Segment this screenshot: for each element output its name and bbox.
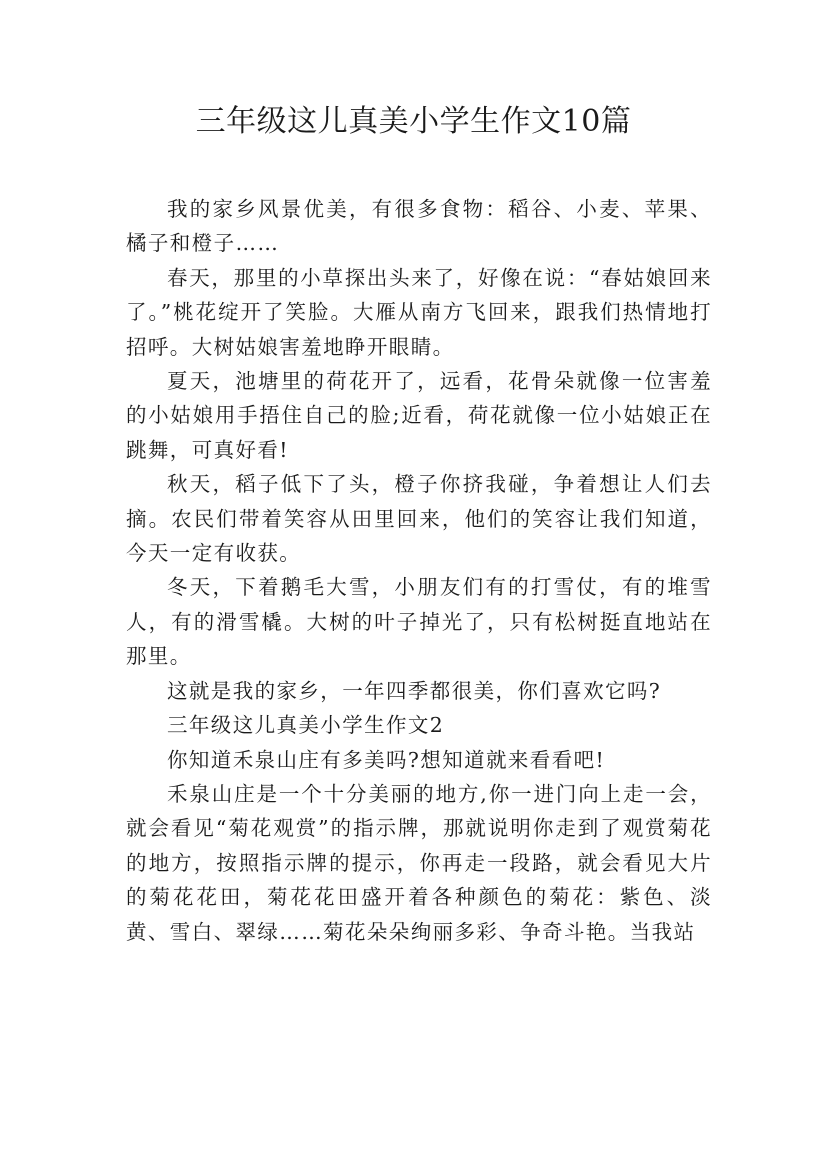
paragraph: 冬天，下着鹅毛大雪，小朋友们有的打雪仗，有的堆雪人，有的滑雪橇。大树的叶子掉光了，只有松树挺直地站在那里。 [126,575,712,669]
paragraph: 这就是我的家乡，一年四季都很美，你们喜欢它吗? [167,678,662,703]
paragraph: 禾泉山庄是一个十分美丽的地方,你一进门向上走一会，就会看见“菊花观赏”的指示牌，那就说明你走到了观赏菊花的地方，按照指示牌的提示，你再走一段路，就会看见大片的菊花花田，菊花花田盛开着各种颜色的菊花：紫色、淡黄、雪白、翠绿……菊花朵朵绚丽多彩、争奇斗艳。当我站 [126,781,712,944]
document-title: 三年级这儿真美小学生作文10篇 [195,104,632,139]
paragraph: 秋天，稻子低下了头，橙子你挤我碰，争着想让人们去摘。农民们带着笑容从田里回来，他们的笑容让我们知道，今天一定有收获。 [126,472,712,566]
paragraph: 夏天，池塘里的荷花开了，远看，花骨朵就像一位害羞的小姑娘用手捂住自己的脸;近看，荷花就像一位小姑娘正在跳舞，可真好看! [126,369,712,462]
paragraph: 春天，那里的小草探出头来了，好像在说：“春姑娘回来了。”桃花绽开了笑脸。大雁从南方飞回来，跟我们热情地打招呼。大树姑娘害羞地睁开眼睛。 [126,265,712,359]
document-body [126,192,712,949]
paragraph: 你知道禾泉山庄有多美吗?想知道就来看看吧! [167,747,606,772]
paragraph: 我的家乡风景优美，有很多食物：稻谷、小麦、苹果、橘子和橙子…… [126,197,712,256]
section-heading: 三年级这儿真美小学生作文2 [167,713,445,738]
